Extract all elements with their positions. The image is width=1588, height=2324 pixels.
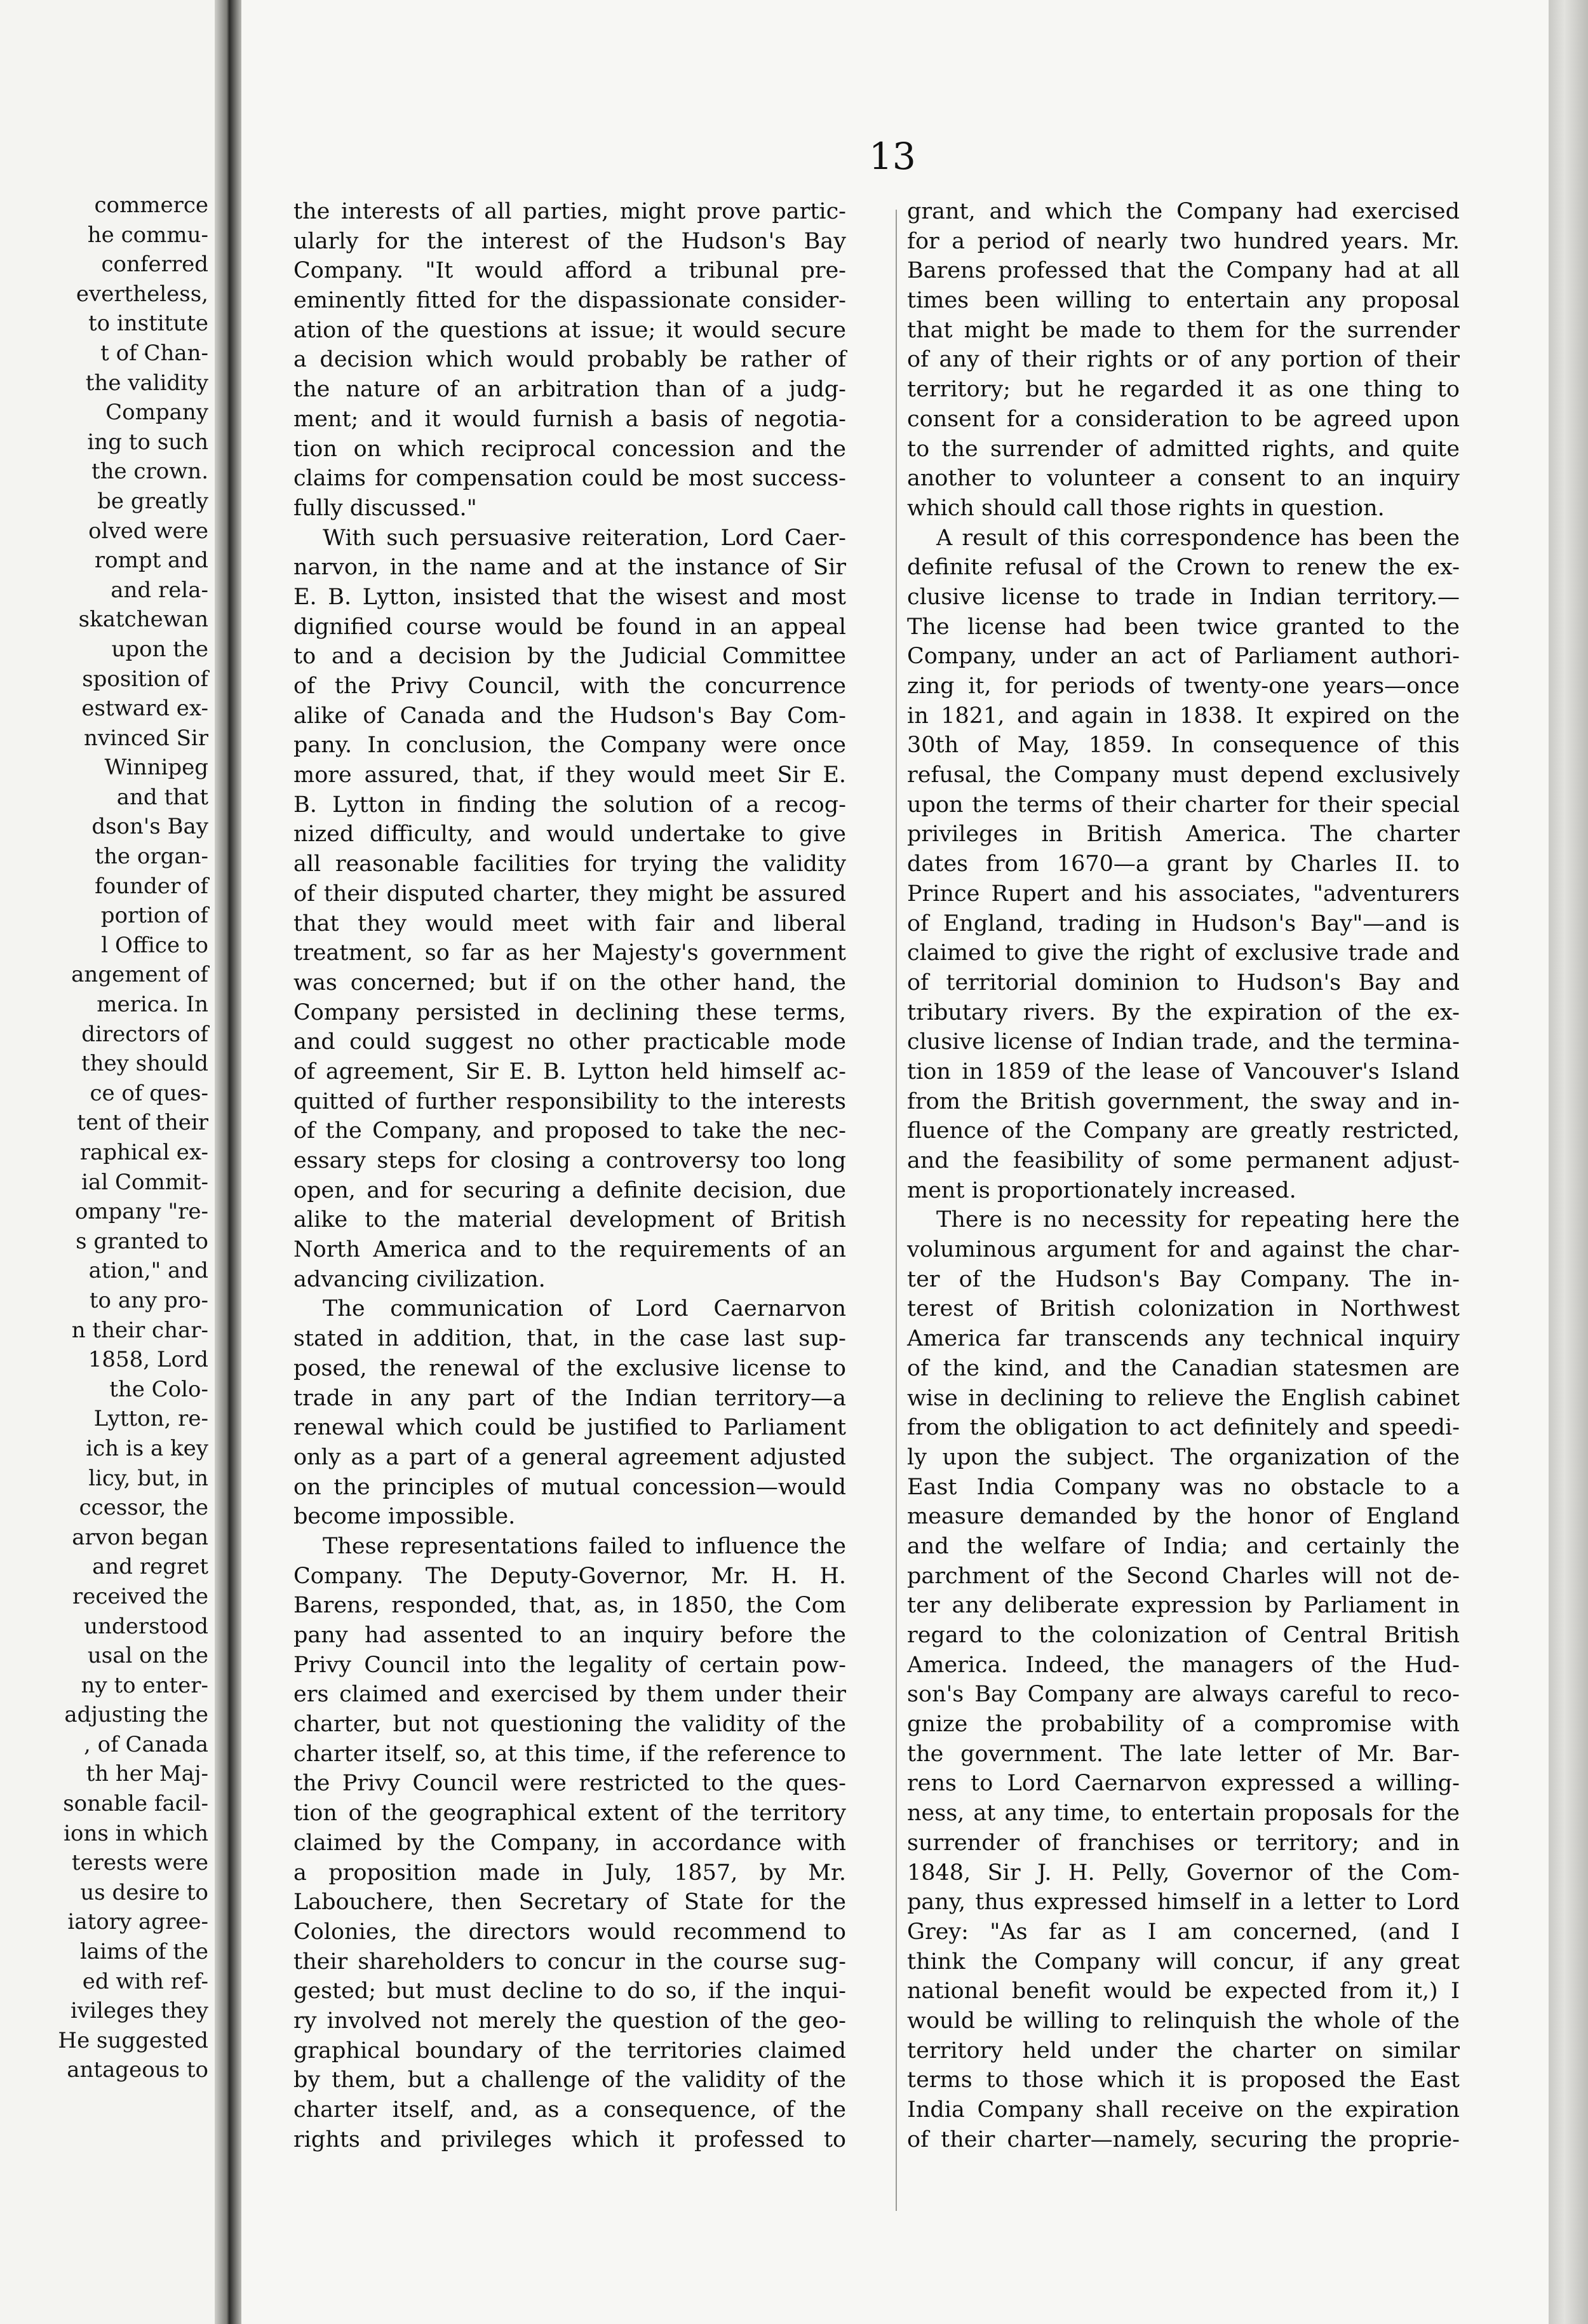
facing-page-fragment bbox=[0, 0, 215, 2324]
text-line: fluence of the Company are greatly restricted, bbox=[907, 1118, 1460, 1144]
fragment-line: received the bbox=[72, 1583, 208, 1609]
text-line: stated in addition, that, in the case last sup- bbox=[293, 1326, 846, 1352]
text-line: regard to the colonization of Central British bbox=[907, 1623, 1460, 1648]
text-line: consent for a consideration to be agreed upon bbox=[907, 406, 1460, 432]
fragment-line: commerce bbox=[94, 193, 208, 218]
text-line: all reasonable facilities for trying the validity bbox=[293, 851, 846, 877]
text-line: claimed by the Company, in accordance with bbox=[293, 1830, 846, 1856]
text-line: ment; and it would furnish a basis of negotia- bbox=[293, 406, 846, 432]
text-line: rights and privileges which it professed to bbox=[293, 2126, 846, 2152]
text-line: definite refusal of the Crown to renew the ex- bbox=[907, 555, 1460, 581]
text-line: essary steps for closing a controversy too long bbox=[293, 1148, 846, 1173]
fragment-line: ing to such bbox=[87, 429, 208, 455]
text-line: A result of this correspondence has been the bbox=[936, 525, 1460, 551]
fragment-line: ions in which bbox=[64, 1820, 208, 1846]
text-line: Privy Council into the legality of certain pow- bbox=[293, 1652, 846, 1678]
text-line: charter itself, so, at this time, if the reference to bbox=[293, 1741, 846, 1767]
text-line: that they would meet with fair and liberal bbox=[293, 910, 846, 936]
text-line: open, and for securing a definite decision, due bbox=[293, 1177, 846, 1203]
text-line: pany had assented to an inquiry before the bbox=[293, 1623, 846, 1648]
text-line: parchment of the Second Charles will not de- bbox=[907, 1563, 1460, 1589]
text-line: Prince Rupert and his associates, "adventurers bbox=[907, 881, 1460, 907]
text-line: and the feasibility of some permanent adjust- bbox=[907, 1148, 1460, 1173]
text-line: son's Bay Company are always careful to reco- bbox=[907, 1682, 1460, 1708]
text-line: India Company shall receive on the expiration bbox=[907, 2097, 1460, 2123]
text-line: narvon, in the name and at the instance of Sir bbox=[293, 555, 846, 581]
text-line: times been willing to entertain any proposal bbox=[907, 288, 1460, 314]
text-line: tion in 1859 of the lease of Vancouver's Island bbox=[907, 1058, 1460, 1084]
fragment-line: upon the bbox=[111, 636, 208, 662]
fragment-line: adjusting the bbox=[64, 1702, 208, 1728]
fragment-line: raphical ex- bbox=[79, 1140, 208, 1165]
text-line: refusal, the Company must depend exclusively bbox=[907, 762, 1460, 788]
text-line: ter of the Hudson's Bay Company. The in- bbox=[907, 1266, 1460, 1292]
text-line: rens to Lord Caernarvon expressed a willing- bbox=[907, 1771, 1460, 1797]
text-line: Colonies, the directors would recommend to bbox=[293, 1919, 846, 1945]
fragment-line: angement of bbox=[71, 962, 208, 988]
fragment-line: estward ex- bbox=[81, 696, 208, 722]
fragment-line: Lytton, re- bbox=[93, 1406, 208, 1432]
fragment-line: Company bbox=[105, 400, 208, 426]
text-line: zing it, for periods of twenty-one years—once bbox=[907, 673, 1460, 699]
text-line: America. Indeed, the managers of the Hud- bbox=[907, 1652, 1460, 1678]
text-line: charter, but not questioning the validity of the bbox=[293, 1712, 846, 1738]
text-line: and could suggest no other practicable mode bbox=[293, 1029, 846, 1055]
fragment-line: skatchewan bbox=[78, 607, 208, 633]
text-line: Labouchere, then Secretary of State for the bbox=[293, 1889, 846, 1915]
fragment-line: arvon began bbox=[72, 1524, 208, 1550]
text-line: the interests of all parties, might prove partic- bbox=[293, 199, 846, 224]
text-line: treatment, so far as her Majesty's government bbox=[293, 940, 846, 966]
text-line: territory held under the charter on similar bbox=[907, 2037, 1460, 2064]
fragment-line: antageous to bbox=[67, 2057, 208, 2083]
text-line: which should call those rights in question. bbox=[907, 495, 1385, 521]
text-line: gnize the probability of a compromise with bbox=[907, 1712, 1460, 1738]
text-line: to the surrender of admitted rights, and quite bbox=[907, 436, 1460, 462]
text-line: trade in any part of the Indian territory—a bbox=[293, 1385, 846, 1411]
text-line: privileges in British America. The charter bbox=[907, 821, 1460, 848]
fragment-line: , of Canada bbox=[84, 1731, 208, 1757]
text-line: America far transcends any technical inquiry bbox=[907, 1326, 1460, 1352]
text-line: upon the terms of their charter for their special bbox=[907, 792, 1460, 818]
fragment-line: evertheless, bbox=[76, 281, 208, 307]
text-line: 1848, Sir J. H. Pelly, Governor of the Com- bbox=[907, 1860, 1460, 1886]
text-line: national benefit would be expected from it,) I bbox=[907, 1978, 1460, 2004]
fragment-line: s granted to bbox=[76, 1228, 208, 1254]
text-line: tributary rivers. By the expiration of the ex- bbox=[907, 999, 1460, 1025]
text-line: Company. "It would afford a tribunal pre- bbox=[293, 258, 846, 284]
text-line: would be willing to relinquish the whole of the bbox=[907, 2008, 1460, 2034]
fragment-line: directors of bbox=[81, 1021, 208, 1047]
text-line: of the Privy Council, with the concurrence bbox=[293, 673, 846, 699]
text-line: only as a part of a general agreement adjusted bbox=[293, 1444, 846, 1470]
fragment-line: ation," and bbox=[88, 1258, 208, 1284]
text-line: pany, thus expressed himself in a letter to Lord bbox=[907, 1889, 1460, 1915]
text-line: and the welfare of India; and certainly the bbox=[907, 1533, 1460, 1559]
fragment-line: ed with ref- bbox=[82, 1968, 208, 1994]
text-line: think the Company will concur, if any great bbox=[907, 1949, 1460, 1975]
text-line: that might be made to them for the surrender bbox=[907, 317, 1460, 343]
text-line: grant, and which the Company had exercised bbox=[907, 199, 1460, 224]
fragment-line: the crown. bbox=[91, 459, 208, 485]
fragment-line: ce of ques- bbox=[90, 1080, 208, 1106]
fragment-line: ial Commit- bbox=[81, 1169, 208, 1195]
text-line: in 1821, and again in 1838. It expired on the bbox=[907, 703, 1460, 729]
text-line: was concerned; but if on the other hand, the bbox=[293, 969, 846, 996]
text-line: Barens, responded, that, as, in 1850, the Com bbox=[293, 1593, 846, 1619]
text-column-middle bbox=[293, 197, 846, 2154]
text-line: wise in declining to relieve the English cabinet bbox=[907, 1385, 1460, 1411]
text-line: surrender of franchises or territory; and in bbox=[907, 1830, 1460, 1856]
fragment-line: rompt and bbox=[94, 548, 208, 574]
text-line: ness, at any time, to entertain proposals for the bbox=[907, 1800, 1460, 1827]
page-edge bbox=[1549, 0, 1588, 2324]
text-line: terest of British colonization in Northwest bbox=[907, 1296, 1460, 1322]
text-line: the nature of an arbitration than of a judg- bbox=[293, 377, 846, 403]
text-line: tion on which reciprocal concession and the bbox=[293, 436, 846, 462]
text-line: another to volunteer a consent to an inquiry bbox=[907, 466, 1460, 492]
text-line: a proposition made in July, 1857, by Mr. bbox=[293, 1860, 846, 1886]
text-line: of their charter—namely, securing the proprie- bbox=[907, 2126, 1460, 2152]
fragment-line: l Office to bbox=[101, 932, 208, 958]
text-line: ers claimed and exercised by them under their bbox=[293, 1682, 846, 1708]
fragment-line: ny to enter- bbox=[81, 1672, 208, 1698]
text-line: of the Company, and proposed to take the nec- bbox=[293, 1118, 846, 1144]
text-line: alike of Canada and the Hudson's Bay Com- bbox=[293, 703, 846, 729]
text-line: East India Company was no obstacle to a bbox=[907, 1474, 1460, 1500]
fragment-line: and rela- bbox=[111, 577, 208, 603]
text-line: alike to the material development of British bbox=[293, 1207, 846, 1233]
fragment-line: ich is a key bbox=[86, 1435, 208, 1461]
column-rule bbox=[896, 210, 897, 2211]
text-line: Grey: "As far as I am concerned, (and I bbox=[907, 1919, 1460, 1945]
text-line: Barens professed that the Company had at all bbox=[907, 258, 1460, 284]
fragment-line: the Colo- bbox=[109, 1376, 208, 1402]
fragment-line: th her Maj- bbox=[86, 1761, 208, 1787]
text-line: graphical boundary of the territories claimed bbox=[293, 2037, 846, 2064]
text-line: on the principles of mutual concession—would bbox=[293, 1474, 846, 1500]
fragment-line: ivileges they bbox=[71, 1998, 208, 2024]
text-line: claims for compensation could be most success- bbox=[293, 466, 846, 492]
text-line: voluminous argument for and against the char- bbox=[907, 1237, 1460, 1263]
fragment-line: us desire to bbox=[80, 1879, 208, 1905]
text-line: become impossible. bbox=[293, 1504, 516, 1530]
text-line: the Privy Council were restricted to the ques- bbox=[293, 1771, 846, 1797]
text-line: The license had been twice granted to the bbox=[907, 614, 1460, 640]
text-line: ment is proportionately increased. bbox=[907, 1177, 1296, 1203]
text-line: E. B. Lytton, insisted that the wisest and most bbox=[293, 584, 846, 610]
fragment-line: usal on the bbox=[87, 1643, 208, 1669]
fragment-line: merica. In bbox=[97, 992, 208, 1018]
text-line: terms to those which it is proposed the East bbox=[907, 2067, 1460, 2093]
text-line: pany. In conclusion, the Company were once bbox=[293, 733, 846, 759]
fragment-line: He suggested bbox=[58, 2027, 208, 2053]
text-line: There is no necessity for repeating here the bbox=[936, 1207, 1460, 1233]
text-line: clusive license to trade in Indian territory.— bbox=[907, 584, 1460, 610]
text-line: gested; but must decline to do so, if the inqui- bbox=[293, 1978, 846, 2004]
text-line: ation of the questions at issue; it would secure bbox=[293, 317, 846, 343]
text-line: ry involved not merely the question of the geo- bbox=[293, 2008, 846, 2034]
text-line: the government. The late letter of Mr. Bar- bbox=[907, 1741, 1460, 1767]
fragment-line: understood bbox=[84, 1613, 208, 1639]
text-line: North America and to the requirements of an bbox=[293, 1237, 846, 1263]
text-line: by them, but a challenge of the validity of the bbox=[293, 2067, 846, 2093]
text-line: 30th of May, 1859. In consequence of this bbox=[907, 733, 1460, 759]
text-line: dignified course would be found in an appeal bbox=[293, 614, 846, 640]
text-line: ter any deliberate expression by Parliament in bbox=[907, 1593, 1460, 1619]
text-line: from the obligation to act definitely and speedi- bbox=[907, 1415, 1460, 1441]
fragment-line: licy, but, in bbox=[88, 1465, 208, 1491]
text-column-right bbox=[907, 197, 1460, 2154]
fragment-line: n their char- bbox=[71, 1317, 208, 1343]
fragment-line: sposition of bbox=[82, 666, 208, 692]
fragment-line: they should bbox=[81, 1051, 208, 1077]
text-line: of territorial dominion to Hudson's Bay and bbox=[907, 969, 1460, 996]
text-line: The communication of Lord Caernarvon bbox=[323, 1296, 846, 1322]
text-line: With such persuasive reiteration, Lord Caer- bbox=[323, 525, 846, 551]
text-line: Company. The Deputy-Governor, Mr. H. H. bbox=[293, 1563, 846, 1589]
text-line: tion of the geographical extent of the territory bbox=[293, 1800, 846, 1827]
text-line: Company persisted in declining these terms, bbox=[293, 999, 846, 1025]
text-line: renewal which could be justified to Parliament bbox=[293, 1415, 846, 1441]
fragment-line: Winnipeg bbox=[104, 755, 208, 781]
fragment-line: dson's Bay bbox=[91, 814, 208, 840]
text-line: of any of their rights or of any portion of their bbox=[907, 347, 1460, 373]
text-line: for a period of nearly two hundred years. Mr. bbox=[907, 228, 1460, 254]
text-line: fully discussed." bbox=[293, 495, 477, 521]
text-line: measure demanded by the honor of England bbox=[907, 1504, 1460, 1530]
text-line: their shareholders to concur in the course sug- bbox=[293, 1949, 846, 1975]
fragment-line: and regret bbox=[92, 1554, 208, 1580]
text-line: a decision which would probably be rather of bbox=[293, 347, 846, 373]
text-line: nized difficulty, and would undertake to give bbox=[293, 821, 846, 848]
page-number: 13 bbox=[869, 135, 916, 178]
facing-page-text bbox=[0, 191, 208, 2085]
text-line: ly upon the subject. The organization of the bbox=[907, 1444, 1460, 1470]
fragment-line: terests were bbox=[71, 1850, 208, 1876]
text-line: of their disputed charter, they might be assured bbox=[293, 881, 846, 907]
fragment-line: ccessor, the bbox=[79, 1495, 208, 1521]
fragment-line: the organ- bbox=[95, 844, 208, 870]
fragment-line: 1858, Lord bbox=[88, 1347, 208, 1373]
fragment-line: olved were bbox=[88, 518, 208, 544]
text-line: dates from 1670—a grant by Charles II. to bbox=[907, 851, 1460, 877]
fragment-line: conferred bbox=[101, 252, 208, 278]
text-line: clusive license of Indian trade, and the termina- bbox=[907, 1029, 1460, 1055]
text-line: territory; but he regarded it as one thing to bbox=[907, 377, 1460, 403]
text-line: of England, trading in Hudson's Bay"—and is bbox=[907, 910, 1460, 936]
text-line: charter itself, and, as a consequence, of the bbox=[293, 2097, 846, 2123]
fragment-line: to institute bbox=[88, 311, 208, 337]
fragment-line: sonable facil- bbox=[63, 1791, 208, 1817]
fragment-line: portion of bbox=[100, 903, 208, 929]
text-line: more assured, that, if they would meet Sir E. bbox=[293, 762, 846, 788]
fragment-line: ompany "re- bbox=[74, 1199, 208, 1225]
text-line: of agreement, Sir E. B. Lytton held himself ac- bbox=[293, 1058, 846, 1084]
text-line: posed, the renewal of the exclusive license to bbox=[293, 1355, 846, 1381]
text-line: quitted of further responsibility to the interests bbox=[293, 1088, 846, 1114]
text-line: from the British government, the sway and in- bbox=[907, 1088, 1460, 1114]
text-line: These representations failed to influence the bbox=[323, 1533, 846, 1559]
text-line: advancing civilization. bbox=[293, 1266, 546, 1292]
text-line: ularly for the interest of the Hudson's Bay bbox=[293, 228, 846, 254]
fragment-line: t of Chan- bbox=[100, 340, 208, 366]
text-line: of the kind, and the Canadian statesmen are bbox=[907, 1355, 1460, 1381]
fragment-line: and that bbox=[116, 784, 208, 810]
fragment-line: nvinced Sir bbox=[83, 725, 208, 751]
fragment-line: the validity bbox=[85, 370, 208, 396]
text-line: claimed to give the right of exclusive trade and bbox=[907, 940, 1460, 966]
text-line: eminently fitted for the dispassionate consider- bbox=[293, 288, 846, 314]
fragment-line: he commu- bbox=[87, 222, 208, 248]
text-line: to and a decision by the Judicial Committee bbox=[293, 644, 846, 670]
fragment-line: be greatly bbox=[97, 488, 208, 514]
fragment-line: laims of the bbox=[79, 1939, 208, 1965]
fragment-line: tent of their bbox=[77, 1110, 208, 1136]
fragment-line: founder of bbox=[95, 873, 208, 899]
text-line: Company, under an act of Parliament authori- bbox=[907, 644, 1460, 670]
text-line: B. Lytton in finding the solution of a recog- bbox=[293, 792, 846, 818]
book-gutter bbox=[215, 0, 241, 2324]
fragment-line: iatory agree- bbox=[67, 1909, 208, 1935]
fragment-line: to any pro- bbox=[89, 1287, 208, 1313]
